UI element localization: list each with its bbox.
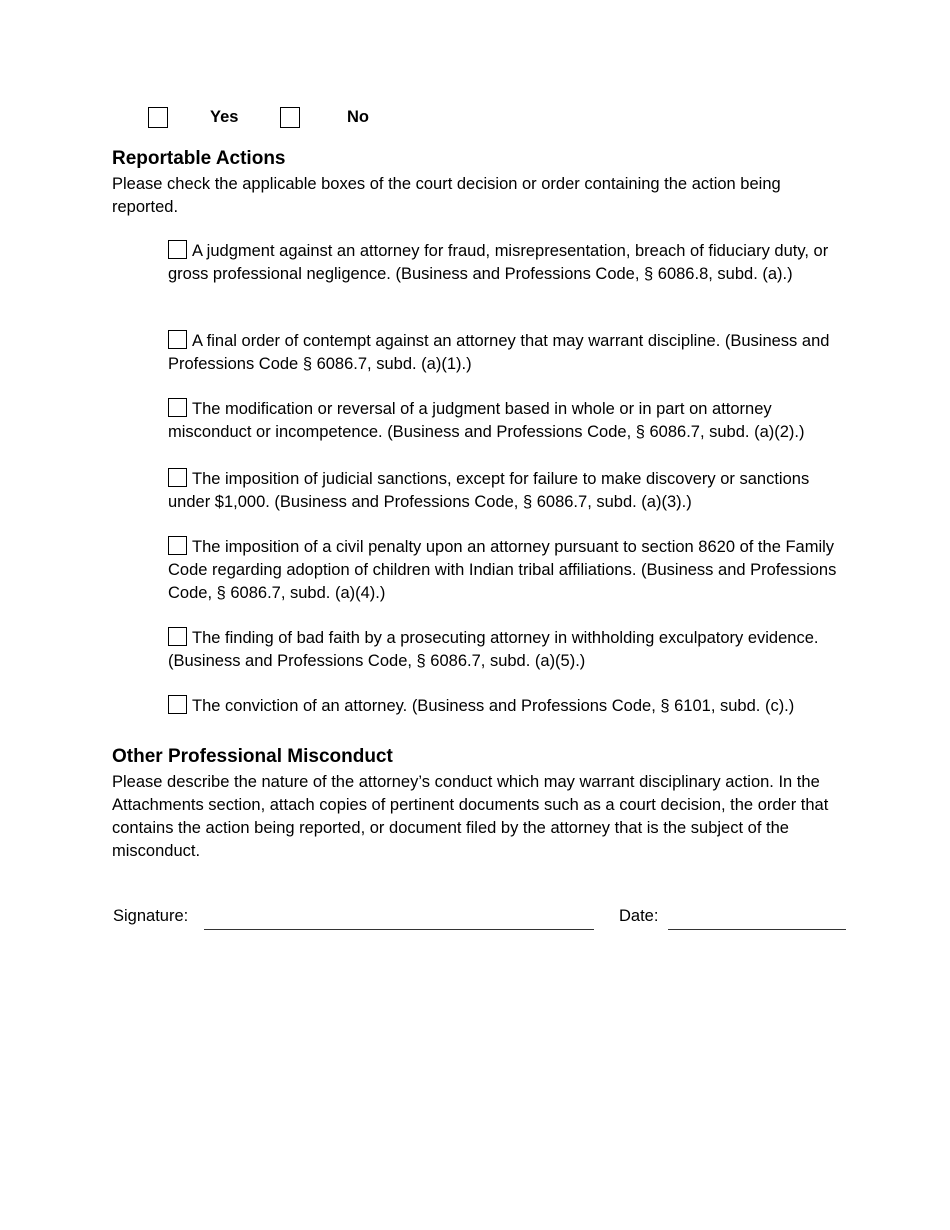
action-item (168, 398, 843, 444)
signature-label: Signature: (113, 907, 189, 925)
date-label: Date: (619, 907, 659, 925)
action-text: The modification or reversal of a judgment based in whole or in part on attorney misconduct or incompetence. (Business and Professions Code, § 6086.7, subd. (a)(2).) (168, 400, 805, 441)
action-checkbox[interactable] (168, 240, 187, 259)
no-label: No (347, 108, 369, 126)
action-item (168, 468, 843, 514)
signature-row (112, 907, 852, 933)
action-checkbox[interactable] (168, 468, 187, 487)
action-checkbox[interactable] (168, 536, 187, 555)
signature-line[interactable] (204, 929, 594, 930)
no-checkbox[interactable] (280, 107, 300, 128)
action-item (168, 330, 843, 376)
action-text: The imposition of judicial sanctions, except for failure to make discovery or sanctions under $1,000. (Business and Professions Code, § 6086.7, subd. (a)(3).) (168, 470, 810, 511)
action-item (168, 695, 843, 718)
yes-label: Yes (210, 108, 239, 126)
action-checkbox[interactable] (168, 695, 187, 714)
action-item (168, 627, 843, 673)
other-misconduct-body: Please describe the nature of the attorney’s conduct which may warrant disciplinary action. In the Attachments section, attach copies of pertinent documents such as a court decision, the order that contains the action being reported, or document filed by the attorney that is the subject of the misconduct. (112, 773, 829, 860)
reportable-actions-heading: Reportable Actions (112, 148, 286, 169)
action-text: The finding of bad faith by a prosecuting attorney in withholding exculpatory evidence. (Business and Professions Code, § 6086.7, subd. (a)(5).) (168, 629, 819, 670)
action-text: The conviction of an attorney. (Business and Professions Code, § 6101, subd. (c).) (192, 697, 795, 715)
action-text: A final order of contempt against an attorney that may warrant discipline. (Business and Professions Code § 6086.7, subd. (a)(1).) (168, 332, 830, 373)
action-item (168, 240, 843, 286)
date-line[interactable] (668, 929, 846, 930)
yes-checkbox[interactable] (148, 107, 168, 128)
action-checkbox[interactable] (168, 627, 187, 646)
action-text: A judgment against an attorney for fraud, misrepresentation, breach of fiduciary duty, or gross professional negligence. (Business and Professions Code, § 6086.8, subd. (a).) (168, 242, 829, 283)
action-text: The imposition of a civil penalty upon an attorney pursuant to section 8620 of the Family Code regarding adoption of children with Indian tribal affiliations. (Business and Professions Code, § 6086.7, subd. (a)(4).) (168, 538, 837, 602)
reportable-actions-intro: Please check the applicable boxes of the court decision or order containing the action being reported. (112, 175, 781, 216)
other-misconduct-heading: Other Professional Misconduct (112, 746, 393, 767)
action-item (168, 536, 843, 605)
action-checkbox[interactable] (168, 330, 187, 349)
action-checkbox[interactable] (168, 398, 187, 417)
